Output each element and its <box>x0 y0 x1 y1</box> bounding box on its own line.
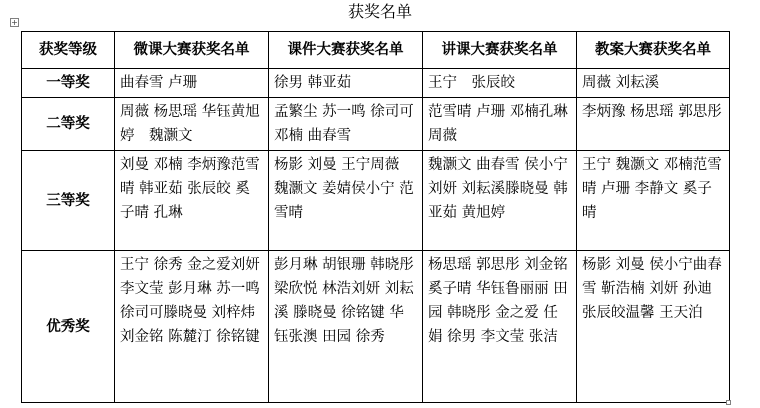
names-cell: 彭月琳 胡银珊 韩晓彤 梁欣悦 林浩刘妍 刘耘溪 滕晓曼 徐铭键 华钰张澳 田园 徐秀 <box>269 251 423 403</box>
names-cell: 曲春雪 卢珊 <box>115 69 269 98</box>
table-row-first-prize <box>22 69 730 98</box>
header-cell-lecture: 讲课大赛获奖名单 <box>423 32 577 69</box>
names-cell: 周薇 杨思瑶 华钰黄旭婷 魏灏文 <box>115 98 269 151</box>
names-cell: 孟繁尘 苏一鸣 徐司可 邓楠 曲春雪 <box>269 98 423 151</box>
names-cell: 王宁 魏灏文 邓楠范雪晴 卢珊 李静文 奚子晴 <box>577 151 730 251</box>
table-resize-handle-icon[interactable] <box>726 400 731 405</box>
names-cell: 杨影 刘曼 侯小宁曲春雪 靳浩楠 刘妍 孙迪 张辰皎温馨 王天泊 <box>577 251 730 403</box>
names-cell: 王宁 徐秀 金之爱刘妍 李文莹 彭月琳 苏一鸣 徐司可滕晓曼 刘梓炜 刘金铭 陈麓汀 徐铭键 <box>115 251 269 403</box>
grade-cell: 三等奖 <box>22 151 115 251</box>
header-cell-lesson-plan: 教案大赛获奖名单 <box>577 32 730 69</box>
table-row-third-prize <box>22 151 730 251</box>
document-title: 获奖名单 <box>347 2 412 21</box>
names-cell: 周薇 刘耘溪 <box>577 69 730 98</box>
names-cell: 范雪晴 卢珊 邓楠孔琳 周薇 <box>423 98 577 151</box>
table-row-second-prize <box>22 98 730 151</box>
table-row-excellence-prize <box>22 251 730 403</box>
header-cell-courseware: 课件大赛获奖名单 <box>269 32 423 69</box>
header-cell-microlecture: 微课大赛获奖名单 <box>115 32 269 69</box>
names-cell: 杨思瑶 郭思彤 刘金铭 奚子晴 华钰鲁丽丽 田园 韩晓彤 金之爱 任娟 徐男 李文莹 张洁 <box>423 251 577 403</box>
grade-cell: 二等奖 <box>22 98 115 151</box>
table-header-row <box>22 32 730 69</box>
award-table <box>21 31 730 403</box>
names-cell: 魏灏文 曲春雪 侯小宁 刘妍 刘耘溪滕晓曼 韩亚茹 黄旭婷 <box>423 151 577 251</box>
table-move-handle-icon[interactable]: + <box>11 18 18 27</box>
names-cell: 王宁 张辰皎 <box>423 69 577 98</box>
names-cell: 杨影 刘曼 王宁周薇 魏灏文 姜婧侯小宁 范雪晴 <box>269 151 423 251</box>
header-cell-grade: 获奖等级 <box>22 32 115 69</box>
names-cell: 李炳豫 杨思瑶 郭思彤 <box>577 98 730 151</box>
grade-cell: 一等奖 <box>22 69 115 98</box>
names-cell: 刘曼 邓楠 李炳豫范雪晴 韩亚茹 张辰皎 奚子晴 孔琳 <box>115 151 269 251</box>
grade-cell: 优秀奖 <box>22 251 115 403</box>
names-cell: 徐男 韩亚茹 <box>269 69 423 98</box>
